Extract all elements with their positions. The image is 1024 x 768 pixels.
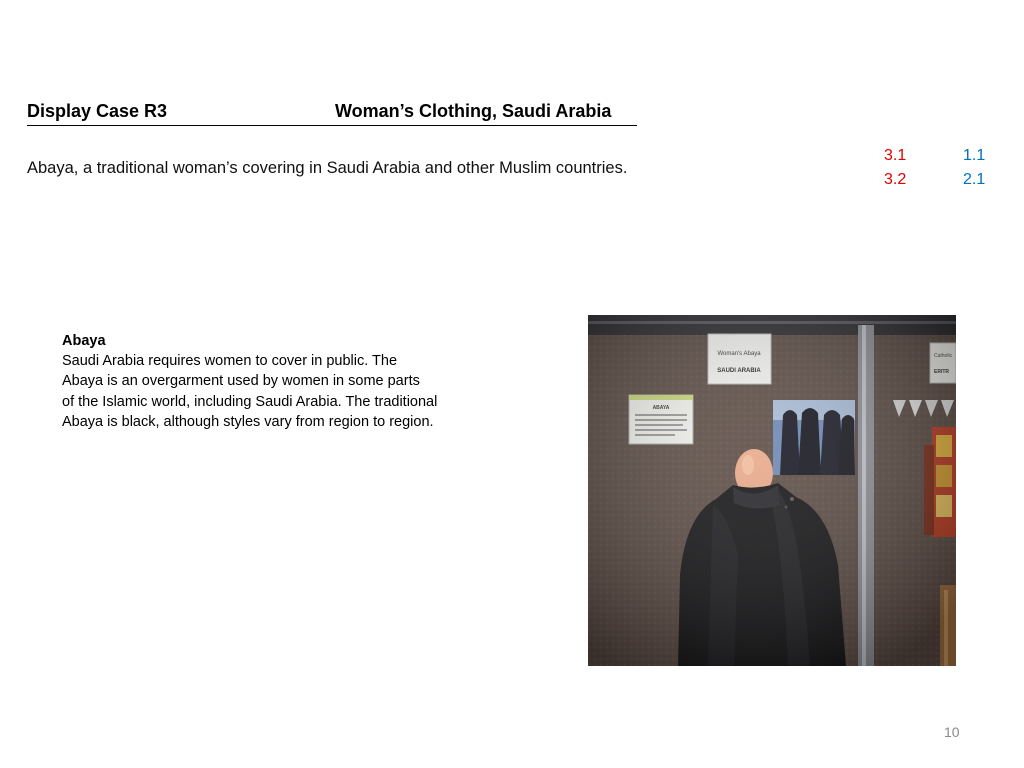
intro-text: Abaya, a traditional woman’s covering in Saudi Arabia and other Muslim countries. xyxy=(27,159,628,177)
reference-row xyxy=(884,144,985,168)
page-number: 10 xyxy=(944,724,960,740)
description-block xyxy=(62,331,437,432)
slide-title: Woman’s Clothing, Saudi Arabia xyxy=(335,101,612,121)
reference-code-red: 3.1 xyxy=(884,147,907,164)
reference-codes xyxy=(884,144,985,192)
photo-illustration xyxy=(588,315,956,666)
description-line: Saudi Arabia requires women to cover in public. The xyxy=(62,353,398,370)
reference-code-blue: 1.1 xyxy=(963,147,986,164)
abaya-display-photo xyxy=(588,315,956,666)
display-case-label: Display Case R3 xyxy=(27,101,168,121)
description-line: Abaya is an overgarment used by women in some parts xyxy=(62,373,420,390)
reference-code-red: 3.2 xyxy=(884,171,907,188)
reference-row xyxy=(884,168,985,192)
description-line: of the Islamic world, including Saudi Arabia. The traditional xyxy=(62,393,438,410)
description-heading: Abaya xyxy=(62,333,106,349)
slide-heading xyxy=(27,101,637,126)
description-line: Abaya is black, although styles vary from region to region. xyxy=(62,413,434,430)
reference-code-blue: 2.1 xyxy=(963,171,986,188)
